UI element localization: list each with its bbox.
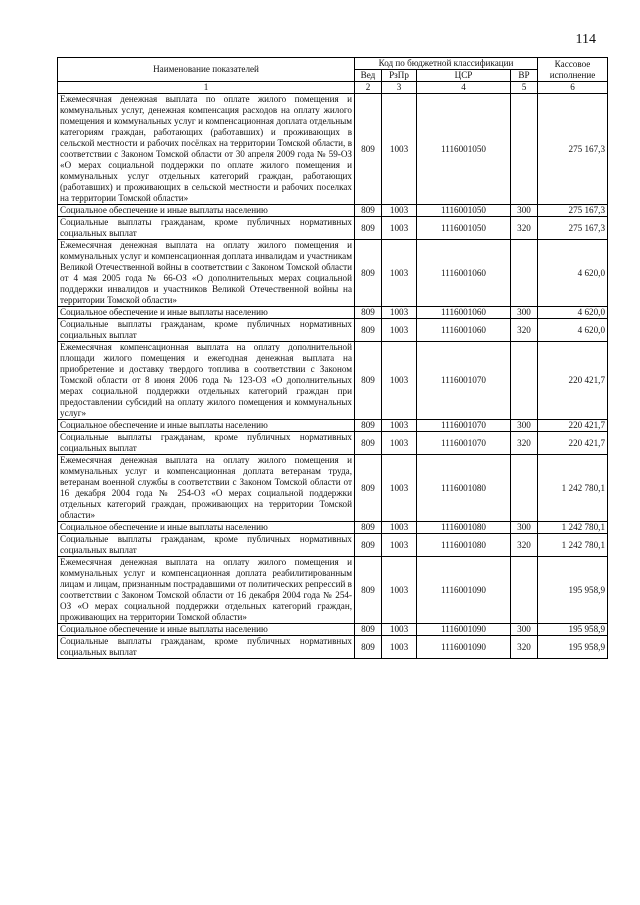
row-name: Социальное обеспечение и иные выплаты населению: [58, 420, 355, 432]
row-name: Социальные выплаты гражданам, кроме публичных нормативных социальных выплат: [58, 217, 355, 240]
row-rzpr: 1003: [382, 240, 417, 307]
row-csr: 1116001070: [417, 432, 511, 455]
table-row: [58, 455, 608, 522]
row-name: Социальное обеспечение и иные выплаты населению: [58, 624, 355, 636]
row-value: 275 167,3: [538, 217, 608, 240]
column-number: 6: [538, 82, 608, 94]
row-vr: 300: [511, 522, 538, 534]
row-vr: 300: [511, 624, 538, 636]
row-vr: [511, 342, 538, 420]
row-csr: 1116001050: [417, 94, 511, 205]
row-name: Социальное обеспечение и иные выплаты населению: [58, 205, 355, 217]
row-ved: 809: [355, 420, 382, 432]
row-ved: 809: [355, 240, 382, 307]
row-value: 1 242 780,1: [538, 455, 608, 522]
table-row: [58, 534, 608, 557]
row-csr: 1116001050: [417, 217, 511, 240]
header-code-group: Код по бюджетной классификации: [355, 58, 538, 70]
column-number: 3: [382, 82, 417, 94]
row-csr: 1116001060: [417, 240, 511, 307]
row-csr: 1116001090: [417, 624, 511, 636]
row-csr: 1116001080: [417, 455, 511, 522]
row-csr: 1116001060: [417, 319, 511, 342]
row-vr: 320: [511, 217, 538, 240]
row-value: 275 167,3: [538, 94, 608, 205]
row-value: 220 421,7: [538, 432, 608, 455]
row-ved: 809: [355, 319, 382, 342]
row-value: 4 620,0: [538, 319, 608, 342]
row-name: Социальные выплаты гражданам, кроме публичных нормативных социальных выплат: [58, 636, 355, 659]
row-rzpr: 1003: [382, 420, 417, 432]
row-csr: 1116001070: [417, 342, 511, 420]
header-vr: ВР: [511, 70, 538, 82]
row-ved: 809: [355, 205, 382, 217]
table-row: [58, 420, 608, 432]
row-vr: 320: [511, 534, 538, 557]
row-value: 275 167,3: [538, 205, 608, 217]
table-row: [58, 342, 608, 420]
row-csr: 1116001050: [417, 205, 511, 217]
row-name: Социальные выплаты гражданам, кроме публичных нормативных социальных выплат: [58, 534, 355, 557]
row-csr: 1116001090: [417, 636, 511, 659]
column-number: 4: [417, 82, 511, 94]
row-rzpr: 1003: [382, 522, 417, 534]
budget-table: [57, 57, 608, 659]
row-vr: 320: [511, 636, 538, 659]
row-csr: 1116001080: [417, 534, 511, 557]
header-csr: ЦСР: [417, 70, 511, 82]
row-ved: 809: [355, 307, 382, 319]
table-body: [58, 94, 608, 659]
table-row: [58, 636, 608, 659]
table-row: [58, 319, 608, 342]
column-number: 1: [58, 82, 355, 94]
column-number: 2: [355, 82, 382, 94]
header-ved: Вед: [355, 70, 382, 82]
row-value: 1 242 780,1: [538, 534, 608, 557]
row-value: 195 958,9: [538, 557, 608, 624]
row-ved: 809: [355, 624, 382, 636]
row-name: Социальное обеспечение и иные выплаты населению: [58, 522, 355, 534]
row-name: Ежемесячная денежная выплата на оплату жилого помещения и коммунальных услуг и компенсационная доплата реабилитированным лицам и лицам, признанным пострадавшими от политических репрессий в соответствии с Законом Томской области от 16 декабря 2004 года № 254-ОЗ «О мерах социальной поддержки отдельных категорий граждан, проживающих на территории Томской области»: [58, 557, 355, 624]
row-value: 1 242 780,1: [538, 522, 608, 534]
table-row: [58, 205, 608, 217]
row-csr: 1116001090: [417, 557, 511, 624]
row-csr: 1116001080: [417, 522, 511, 534]
column-number: 5: [511, 82, 538, 94]
row-rzpr: 1003: [382, 217, 417, 240]
row-rzpr: 1003: [382, 432, 417, 455]
row-rzpr: 1003: [382, 455, 417, 522]
row-vr: [511, 240, 538, 307]
row-vr: [511, 455, 538, 522]
row-ved: 809: [355, 557, 382, 624]
header-rzpr: РзПр: [382, 70, 417, 82]
row-csr: 1116001070: [417, 420, 511, 432]
row-vr: 300: [511, 420, 538, 432]
table-row: [58, 240, 608, 307]
header-name: Наименование показателей: [58, 58, 355, 82]
row-name: Социальные выплаты гражданам, кроме публичных нормативных социальных выплат: [58, 319, 355, 342]
row-rzpr: 1003: [382, 319, 417, 342]
row-name: Социальное обеспечение и иные выплаты населению: [58, 307, 355, 319]
row-rzpr: 1003: [382, 557, 417, 624]
row-rzpr: 1003: [382, 307, 417, 319]
row-ved: 809: [355, 432, 382, 455]
row-name: Ежемесячная компенсационная выплата на оплату дополнительной площади жилого помещения и ежегодная денежная выплата на приобретение и доставку твердого топлива в соответствии с Законом Томской области от 8 июня 2006 года № 123-ОЗ «О дополнительных мерах социальной поддержки отдельных категорий граждан при предоставлении субсидий на оплату жилого помещения и коммунальных услуг»: [58, 342, 355, 420]
row-vr: [511, 94, 538, 205]
table-row: [58, 557, 608, 624]
row-vr: 300: [511, 307, 538, 319]
row-rzpr: 1003: [382, 94, 417, 205]
table-row: [58, 307, 608, 319]
row-ved: 809: [355, 522, 382, 534]
table-row: [58, 217, 608, 240]
row-ved: 809: [355, 94, 382, 205]
row-vr: 320: [511, 432, 538, 455]
row-rzpr: 1003: [382, 534, 417, 557]
row-value: 220 421,7: [538, 342, 608, 420]
row-rzpr: 1003: [382, 624, 417, 636]
table-row: [58, 94, 608, 205]
row-rzpr: 1003: [382, 342, 417, 420]
table-row: [58, 624, 608, 636]
row-rzpr: 1003: [382, 636, 417, 659]
row-value: 4 620,0: [538, 240, 608, 307]
row-vr: 320: [511, 319, 538, 342]
row-csr: 1116001060: [417, 307, 511, 319]
row-value: 195 958,9: [538, 624, 608, 636]
table-row: [58, 432, 608, 455]
page-number: 114: [575, 32, 596, 47]
header-row: [58, 58, 608, 70]
column-number-row: [58, 82, 608, 94]
row-ved: 809: [355, 534, 382, 557]
row-name: Ежемесячная денежная выплата на оплату жилого помещения и коммунальных услуг и компенсационная доплата инвалидам и участникам Великой Отечественной войны в соответствии с Законом Томской области от 4 мая 2005 года № 66-ОЗ «О дополнительных мерах социальной поддержки инвалидов и участников Великой Отечественной войны на территории Томской области»: [58, 240, 355, 307]
row-value: 220 421,7: [538, 420, 608, 432]
row-name: Социальные выплаты гражданам, кроме публичных нормативных социальных выплат: [58, 432, 355, 455]
row-value: 195 958,9: [538, 636, 608, 659]
row-vr: 300: [511, 205, 538, 217]
row-vr: [511, 557, 538, 624]
row-value: 4 620,0: [538, 307, 608, 319]
table-row: [58, 522, 608, 534]
row-name: Ежемесячная денежная выплата по оплате жилого помещения и коммунальных услуг, денежная компенсация расходов на оплату жилого помещения и коммунальных услуг и компенсационная доплата отдельным категориям граждан, работающих (работавших) и проживающих в сельской местности и рабочих посёлках на территории Томской области, в соответствии с Законом Томской области от 30 апреля 2009 года № 59-ОЗ «О мерах социальной поддержки по оплате жилого помещения и коммунальных услуг отдельных категорий граждан, работающих (работавших) и проживающих в сельской местности и рабочих поселках на территории Томской области»: [58, 94, 355, 205]
header-cash: Кассовое исполнение: [538, 58, 608, 82]
row-ved: 809: [355, 636, 382, 659]
row-ved: 809: [355, 455, 382, 522]
row-ved: 809: [355, 342, 382, 420]
row-name: Ежемесячная денежная выплата на оплату жилого помещения и коммунальных услуг и компенсационная доплата ветеранам труда, ветеранам военной службы в соответствии с Законом Томской области от 16 декабря 2004 года № 254-ОЗ «О мерах социальной поддержки отдельных категорий граждан, проживающих на территории Томской области»: [58, 455, 355, 522]
row-ved: 809: [355, 217, 382, 240]
row-rzpr: 1003: [382, 205, 417, 217]
